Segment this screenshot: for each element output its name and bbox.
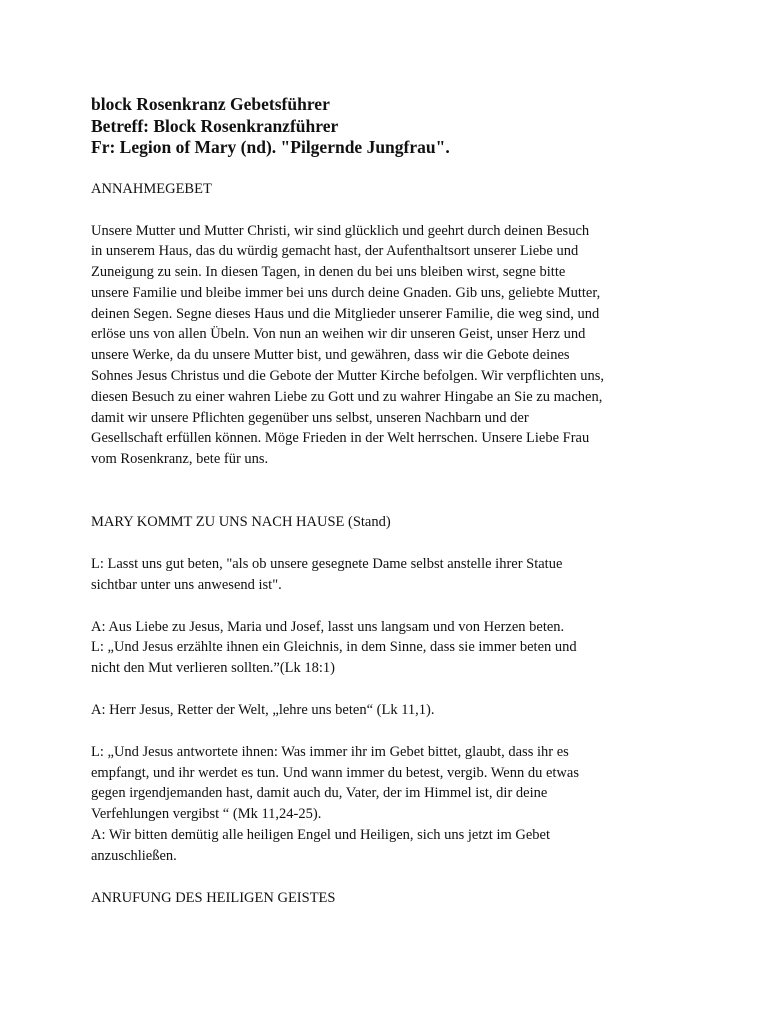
- text-line: damit wir unsere Pflichten gegenüber uns selbst, unseren Nachbarn und der: [91, 409, 529, 426]
- text-line: anzuschließen.: [91, 847, 177, 864]
- text-line: A: Wir bitten demütig alle heiligen Engel und Heiligen, sich uns jetzt im Gebet: [91, 827, 551, 844]
- text-line: Sohnes Jesus Christus und die Gebote der Mutter Kirche befolgen. Wir verpflichten uns,: [91, 368, 604, 385]
- text-line: A: Aus Liebe zu Jesus, Maria und Josef, lasst uns langsam und von Herzen beten.: [91, 618, 565, 635]
- source-line: Fr: Legion of Mary (nd). "Pilgernde Jungfrau".: [91, 137, 450, 157]
- text-line: deinen Segen. Segne dieses Haus und die Mitglieder unserer Familie, die weg sind, und: [91, 305, 600, 322]
- section-heading-mary-kommt: MARY KOMMT ZU UNS NACH HAUSE (Stand): [91, 514, 391, 531]
- prayer-paragraph: [91, 221, 691, 471]
- text-line: in unserem Haus, das du würdig gemacht hast, der Aufenthaltsort unserer Liebe und: [91, 243, 579, 260]
- document-page: [91, 94, 691, 909]
- response-paragraph-1: [91, 617, 691, 679]
- text-line: L: „Und Jesus erzählte ihnen ein Gleichnis, in dem Sinne, dass sie immer beten und: [91, 639, 577, 656]
- text-line: erlöse uns von allen Übeln. Von nun an weihen wir dir unseren Geist, unser Herz und: [91, 326, 586, 343]
- text-line: unsere Werke, da du unsere Mutter bist, und gewähren, dass wir die Gebote deines: [91, 347, 570, 364]
- text-line: L: Lasst uns gut beten, "als ob unsere gesegnete Dame selbst anstelle ihrer Statue: [91, 556, 563, 573]
- response-paragraph-2: [91, 700, 691, 721]
- title-line: block Rosenkranz Gebetsführer: [91, 94, 330, 114]
- text-line: sichtbar unter uns anwesend ist".: [91, 576, 282, 593]
- subject-line: Betreff: Block Rosenkranzführer: [91, 115, 339, 136]
- text-line: empfangt, und ihr werdet es tun. Und wann immer du betest, vergib. Wenn du etwas: [91, 764, 579, 781]
- text-line: Gesellschaft erfüllen können. Möge Frieden in der Welt herrschen. Unsere Liebe Frau: [91, 430, 590, 447]
- document-title-block: [91, 94, 691, 159]
- section-heading-anrufung: ANRUFUNG DES HEILIGEN GEISTES: [91, 889, 336, 906]
- text-line: Unsere Mutter und Mutter Christi, wir sind glücklich und geehrt durch deinen Besuch: [91, 222, 590, 239]
- text-line: diesen Besuch zu einer wahren Liebe zu Gott und zu wahrer Hingabe an Sie zu machen,: [91, 388, 603, 405]
- text-line: vom Rosenkranz, bete für uns.: [91, 451, 269, 468]
- text-line: L: „Und Jesus antwortete ihnen: Was immer ihr im Gebet bittet, glaubt, dass ihr es: [91, 743, 569, 760]
- text-line: A: Herr Jesus, Retter der Welt, „lehre uns beten“ (Lk 11,1).: [91, 702, 435, 719]
- text-line: Verfehlungen vergibst “ (Mk 11,24-25).: [91, 806, 322, 823]
- leader-paragraph-1: [91, 554, 691, 596]
- text-line: unsere Familie und bleibe immer bei uns durch deine Gnaden. Gib uns, geliebte Mutter,: [91, 284, 601, 301]
- text-line: nicht den Mut verlieren sollten.”(Lk 18:1): [91, 660, 336, 677]
- section-heading-annahmegebet: ANNAHMEGEBET: [91, 180, 212, 197]
- text-line: gegen irgendjemanden hast, damit auch du, Vater, der im Himmel ist, dir deine: [91, 785, 548, 802]
- text-line: Zuneigung zu sein. In diesen Tagen, in denen du bei uns bleiben wirst, segne bitte: [91, 264, 566, 281]
- leader-paragraph-3: [91, 742, 691, 867]
